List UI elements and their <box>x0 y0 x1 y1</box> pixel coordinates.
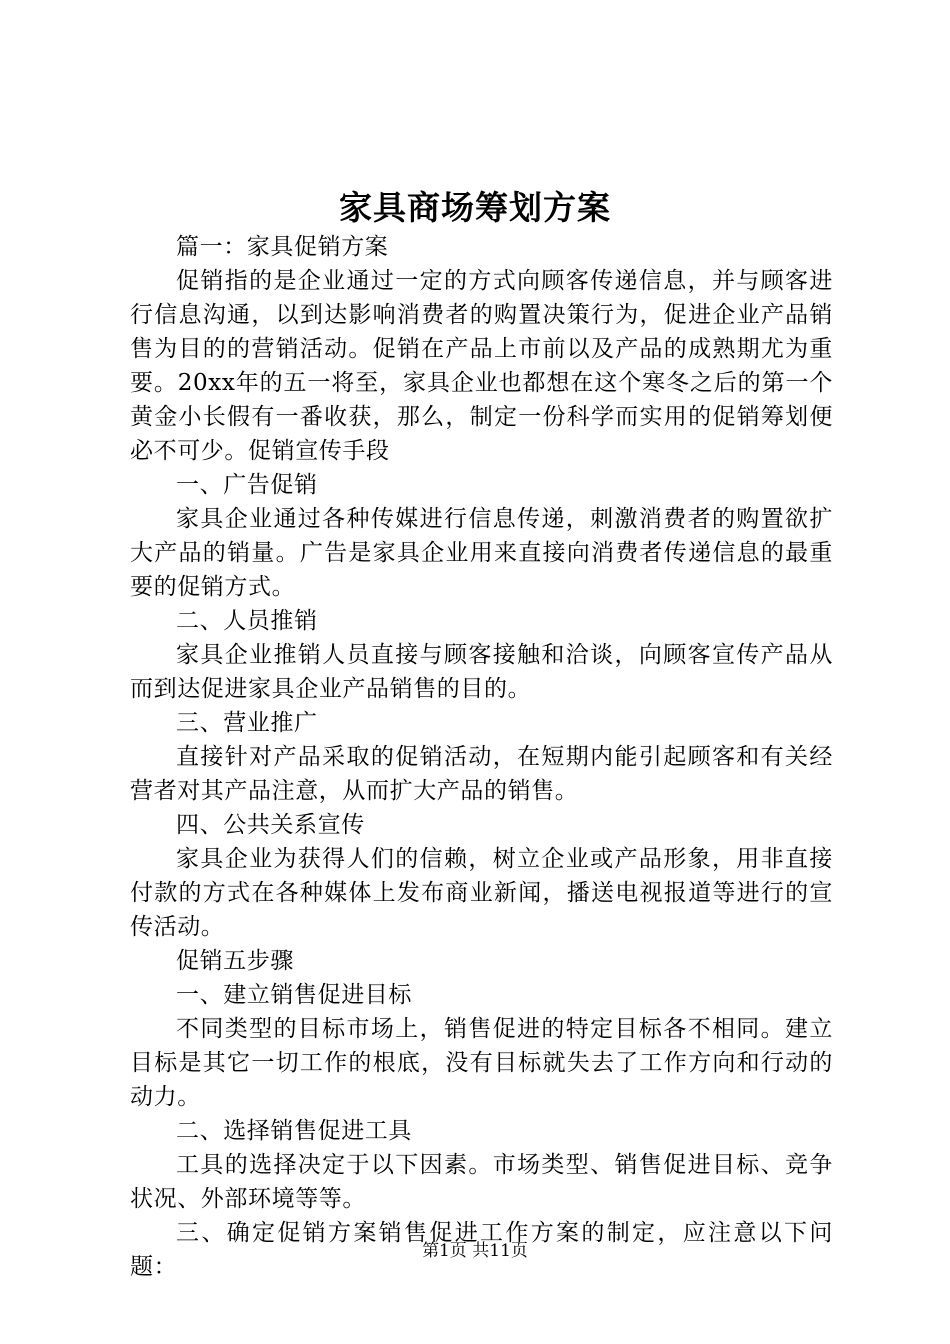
paragraph: 家具企业推销人员直接与顾客接触和洽谈，向顾客宣传产品从而到达促进家具企业产品销售的目的。 <box>130 642 833 702</box>
paragraph: 家具企业为获得人们的信赖，树立企业或产品形象，用非直接付款的方式在各种媒体上发布商业新闻，播送电视报道等进行的宣传活动。 <box>130 846 833 940</box>
section-heading: 一、建立销售促进目标 <box>176 982 412 1008</box>
document-title: 家具商场筹划方案 <box>339 188 611 227</box>
paragraph: 直接针对产品采取的促销活动，在短期内能引起顾客和有关经营者对其产品注意，从而扩大产品的销售。 <box>130 744 833 804</box>
paragraph: 不同类型的目标市场上，销售促进的特定目标各不相同。建立目标是其它一切工作的根底，没有目标就失去了工作方向和行动的动力。 <box>130 1016 833 1110</box>
section-heading: 促销五步骤 <box>176 948 294 974</box>
section-heading: 四、公共关系宣传 <box>176 812 365 838</box>
page-footer: 第1页 共11页 <box>422 1241 528 1261</box>
section-heading: 一、广告促销 <box>176 472 318 498</box>
document-body <box>130 230 833 1284</box>
paragraph: 工具的选择决定于以下因素。市场类型、销售促进目标、竞争状况、外部环境等等。 <box>130 1152 833 1212</box>
paragraph: 促销指的是企业通过一定的方式向顾客传递信息，并与顾客进行信息沟通，以到达影响消费者的购置决策行为，促进企业产品销售为目的的营销活动。促销在产品上市前以及产品的成熟期尤为重要。20xx年的五一将至，家具企业也都想在这个寒冬之后的第一个黄金小长假有一番收获，那么，制定一份科学而实用的促销筹划便必不可少。促销宣传手段 <box>130 268 833 464</box>
section-heading: 二、人员推销 <box>176 608 318 634</box>
paragraph: 三、确定促销方案销售促进工作方案的制定，应注意以下问题： <box>130 1220 833 1280</box>
paragraph: 家具企业通过各种传媒进行信息传递，刺激消费者的购置欲扩大产品的销量。广告是家具企业用来直接向消费者传递信息的最重要的促销方式。 <box>130 506 833 600</box>
section-heading: 二、选择销售促进工具 <box>176 1118 412 1144</box>
paragraph: 篇一：家具促销方案 <box>176 234 389 260</box>
section-heading: 三、营业推广 <box>176 710 318 736</box>
